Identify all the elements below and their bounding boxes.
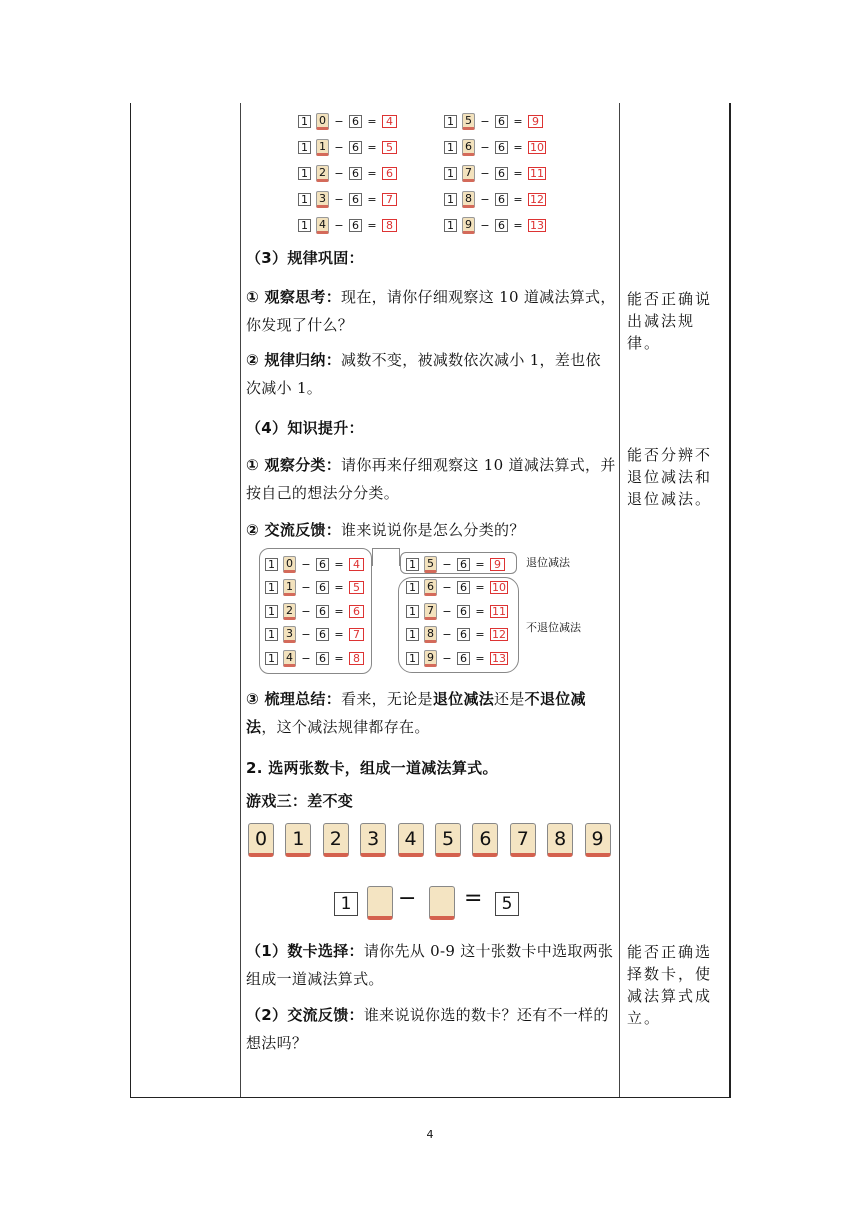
equals-sign: = bbox=[334, 651, 344, 665]
unit-card: 7 bbox=[424, 603, 437, 620]
minus-sign: − bbox=[442, 628, 452, 641]
equation bbox=[444, 217, 546, 233]
difference: 12 bbox=[530, 192, 544, 206]
unit-card: 2 bbox=[283, 603, 296, 620]
minus-sign: − bbox=[480, 114, 490, 128]
equation bbox=[298, 165, 397, 181]
unit-card: 3 bbox=[283, 626, 296, 643]
assessment-note: 能否正确选择数卡，使减法算式成立。 bbox=[627, 943, 713, 1027]
difference: 5 bbox=[349, 581, 364, 594]
subtrahend: 6 bbox=[316, 558, 329, 571]
tens-digit: 1 bbox=[406, 652, 419, 665]
equation bbox=[406, 556, 505, 572]
difference: 10 bbox=[492, 581, 506, 594]
paragraph: ① 观察思考：现在，请你仔细观察这 10 道减法算式，你发现了什么？ bbox=[246, 288, 616, 334]
column-divider bbox=[619, 103, 620, 1097]
equals-sign: = bbox=[513, 114, 523, 128]
subtrahend: 6 bbox=[316, 581, 329, 594]
equals-sign: = bbox=[367, 166, 377, 180]
difference: 13 bbox=[530, 218, 544, 232]
number-card[interactable]: 4 bbox=[398, 823, 424, 857]
number-card[interactable]: 1 bbox=[285, 823, 311, 857]
equals-sign: = bbox=[475, 581, 485, 594]
equals-sign: = bbox=[475, 604, 485, 618]
subtrahend: 6 bbox=[457, 605, 470, 618]
difference: 6 bbox=[382, 167, 397, 180]
paragraph: ① 观察分类：请你再来仔细观察这 10 道减法算式，并按自己的想法分分类。 bbox=[246, 456, 616, 502]
paragraph: （2）交流反馈：谁来说说你选的数卡？还有不一样的想法吗？ bbox=[246, 1006, 609, 1052]
equation bbox=[265, 556, 364, 572]
equation bbox=[406, 603, 508, 619]
subtrahend: 6 bbox=[349, 167, 362, 180]
unit-card: 6 bbox=[462, 139, 475, 156]
difference: 11 bbox=[530, 166, 544, 180]
difference: 7 bbox=[349, 628, 364, 641]
tens-digit: 1 bbox=[444, 167, 457, 180]
tens-digit: 1 bbox=[265, 605, 278, 618]
tens-digit: 1 bbox=[444, 219, 457, 232]
equation bbox=[444, 191, 546, 207]
minus-sign: − bbox=[442, 581, 452, 594]
unit-card: 1 bbox=[283, 579, 296, 596]
equals-sign: = bbox=[334, 557, 344, 571]
difference: 8 bbox=[382, 219, 397, 232]
subtrahend: 6 bbox=[457, 558, 470, 571]
tens-digit: 1 bbox=[406, 558, 419, 571]
tens-digit: 1 bbox=[444, 141, 457, 154]
number-card[interactable]: 2 bbox=[323, 823, 349, 857]
blank-card[interactable] bbox=[429, 886, 455, 920]
equals-sign: = bbox=[513, 218, 523, 232]
equation bbox=[265, 627, 364, 643]
difference: 4 bbox=[349, 558, 364, 571]
equation bbox=[406, 650, 508, 666]
unit-card: 4 bbox=[316, 217, 329, 234]
minus-sign: − bbox=[334, 192, 344, 206]
tens-digit: 1 bbox=[265, 558, 278, 571]
subtrahend: 6 bbox=[457, 628, 470, 641]
column-divider bbox=[240, 103, 241, 1097]
equals-sign: = bbox=[464, 886, 483, 911]
number-card[interactable]: 5 bbox=[435, 823, 461, 857]
unit-card: 0 bbox=[316, 113, 329, 130]
minus-sign: − bbox=[301, 651, 311, 665]
subtrahend: 6 bbox=[495, 167, 508, 180]
paragraph: ③ 梳理总结：看来，无论是退位减法还是不退位减法，这个减法规律都存在。 bbox=[246, 690, 586, 736]
tens-digit: 1 bbox=[406, 628, 419, 641]
difference: 12 bbox=[492, 628, 506, 641]
unit-card: 4 bbox=[283, 650, 296, 667]
number-card[interactable]: 0 bbox=[248, 823, 274, 857]
assessment-note: 能否分辨不退位减法和退位减法。 bbox=[627, 446, 713, 508]
equals-sign: = bbox=[513, 166, 523, 180]
section-title: （4）知识提升： bbox=[246, 419, 364, 437]
difference: 6 bbox=[349, 605, 364, 618]
minus-sign: − bbox=[301, 628, 311, 641]
minus-sign: − bbox=[301, 557, 311, 571]
equation bbox=[406, 627, 508, 643]
group-label: 不退位减法 bbox=[526, 621, 581, 634]
subtrahend: 6 bbox=[316, 628, 329, 641]
subtrahend: 6 bbox=[349, 141, 362, 154]
tens-digit: 1 bbox=[298, 115, 311, 128]
unit-card: 0 bbox=[283, 556, 296, 573]
equals-sign: = bbox=[475, 651, 485, 665]
tens-digit: 1 bbox=[265, 628, 278, 641]
section-title: 2. 选两张数卡，组成一道减法算式。 bbox=[246, 759, 498, 777]
puzzle-result: 5 bbox=[495, 892, 519, 916]
minus-sign: − bbox=[442, 651, 452, 665]
minus-sign: − bbox=[301, 581, 311, 594]
equation bbox=[298, 113, 397, 129]
number-card[interactable]: 7 bbox=[510, 823, 536, 857]
equation bbox=[444, 113, 543, 129]
difference: 9 bbox=[528, 115, 543, 128]
equation bbox=[406, 580, 508, 596]
tens-digit: 1 bbox=[406, 581, 419, 594]
equals-sign: = bbox=[513, 192, 523, 206]
unit-card: 2 bbox=[316, 165, 329, 182]
paragraph: ② 交流反馈：谁来说说你是怎么分类的？ bbox=[246, 521, 525, 539]
tens-digit: 1 bbox=[298, 193, 311, 206]
tens-digit: 1 bbox=[265, 652, 278, 665]
subtrahend: 6 bbox=[495, 115, 508, 128]
number-card[interactable]: 3 bbox=[360, 823, 386, 857]
subtrahend: 6 bbox=[316, 605, 329, 618]
equals-sign: = bbox=[334, 604, 344, 618]
minus-sign: − bbox=[480, 192, 490, 206]
equation bbox=[444, 139, 546, 155]
puzzle-tens: 1 bbox=[334, 892, 358, 916]
equals-sign: = bbox=[367, 218, 377, 232]
equals-sign: = bbox=[367, 140, 377, 154]
tens-digit: 1 bbox=[298, 141, 311, 154]
unit-card: 7 bbox=[462, 165, 475, 182]
equals-sign: = bbox=[334, 628, 344, 641]
tens-digit: 1 bbox=[444, 115, 457, 128]
difference: 7 bbox=[382, 193, 397, 206]
unit-card: 8 bbox=[462, 191, 475, 208]
unit-card: 9 bbox=[424, 650, 437, 667]
unit-card: 1 bbox=[316, 139, 329, 156]
equals-sign: = bbox=[367, 114, 377, 128]
difference: 4 bbox=[382, 115, 397, 128]
subtrahend: 6 bbox=[349, 219, 362, 232]
subtrahend: 6 bbox=[495, 141, 508, 154]
minus-sign: − bbox=[334, 114, 344, 128]
page-number: 4 bbox=[426, 1128, 434, 1141]
subtrahend: 6 bbox=[495, 193, 508, 206]
minus-sign: − bbox=[334, 218, 344, 232]
unit-card: 5 bbox=[462, 113, 475, 130]
difference: 9 bbox=[490, 558, 505, 571]
paragraph: （1）数卡选择：请你先从 0-9 这十张数卡中选取两张组成一道减法算式。 bbox=[246, 942, 614, 988]
unit-card: 3 bbox=[316, 191, 329, 208]
minus-sign: − bbox=[334, 166, 344, 180]
section-title: 游戏三：差不变 bbox=[246, 792, 354, 810]
group-connector bbox=[372, 548, 400, 566]
equals-sign: = bbox=[475, 628, 485, 641]
equals-sign: = bbox=[334, 581, 344, 594]
difference: 13 bbox=[492, 651, 506, 665]
paragraph: ② 规律归纳：减数不变，被减数依次减小 1，差也依次减小 1。 bbox=[246, 351, 601, 397]
tens-digit: 1 bbox=[406, 605, 419, 618]
subtrahend: 6 bbox=[457, 652, 470, 665]
difference: 11 bbox=[492, 604, 506, 618]
minus-sign: − bbox=[301, 604, 311, 618]
subtrahend: 6 bbox=[495, 219, 508, 232]
equals-sign: = bbox=[513, 140, 523, 154]
unit-card: 9 bbox=[462, 217, 475, 234]
subtrahend: 6 bbox=[349, 115, 362, 128]
number-card[interactable]: 9 bbox=[585, 823, 611, 857]
difference: 5 bbox=[382, 141, 397, 154]
tens-digit: 1 bbox=[298, 219, 311, 232]
equation bbox=[265, 603, 364, 619]
subtrahend: 6 bbox=[316, 652, 329, 665]
minus-sign: − bbox=[480, 140, 490, 154]
tens-digit: 1 bbox=[265, 581, 278, 594]
equals-sign: = bbox=[367, 192, 377, 206]
subtrahend: 6 bbox=[349, 193, 362, 206]
unit-card: 5 bbox=[424, 556, 437, 573]
equation bbox=[265, 580, 364, 596]
minus-sign: − bbox=[480, 166, 490, 180]
minus-sign: − bbox=[398, 886, 417, 911]
difference: 8 bbox=[349, 652, 364, 665]
number-card[interactable]: 8 bbox=[547, 823, 573, 857]
equation bbox=[265, 650, 364, 666]
assessment-note: 能否正确说出减法规律。 bbox=[627, 290, 713, 352]
equation bbox=[298, 139, 397, 155]
equals-sign: = bbox=[475, 557, 485, 571]
minus-sign: − bbox=[442, 604, 452, 618]
tens-digit: 1 bbox=[298, 167, 311, 180]
minus-sign: − bbox=[442, 557, 452, 571]
section-title: （3）规律巩固： bbox=[246, 249, 364, 267]
equation bbox=[444, 165, 546, 181]
minus-sign: − bbox=[480, 218, 490, 232]
group-label: 退位减法 bbox=[526, 556, 570, 569]
unit-card: 6 bbox=[424, 579, 437, 596]
equation bbox=[298, 191, 397, 207]
tens-digit: 1 bbox=[444, 193, 457, 206]
unit-card: 8 bbox=[424, 626, 437, 643]
subtrahend: 6 bbox=[457, 581, 470, 594]
minus-sign: − bbox=[334, 140, 344, 154]
equation bbox=[298, 217, 397, 233]
number-card[interactable]: 6 bbox=[472, 823, 498, 857]
blank-card[interactable] bbox=[367, 886, 393, 920]
difference: 10 bbox=[530, 140, 544, 154]
